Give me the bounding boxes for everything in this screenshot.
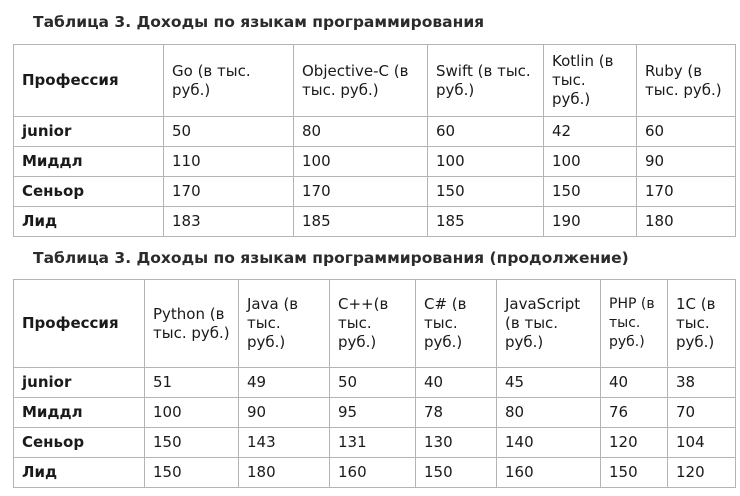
table-cell: 100 [544, 147, 637, 177]
table-cell: 38 [668, 368, 736, 398]
table-cell: 70 [668, 398, 736, 428]
table-cell: 100 [294, 147, 428, 177]
row-header-cell: Миддл [14, 147, 164, 177]
table-cell: 170 [164, 177, 294, 207]
header-cell: Python (в тыс. руб.) [145, 280, 239, 368]
row-header-cell: Миддл [14, 398, 145, 428]
table-cell: 76 [601, 398, 668, 428]
table-row [14, 428, 736, 458]
table-row [14, 398, 736, 428]
table-row [14, 147, 736, 177]
table-cell: 60 [637, 117, 736, 147]
table-cell: 183 [164, 207, 294, 237]
row-header-cell: Сеньор [14, 428, 145, 458]
table-row [14, 368, 736, 398]
table-cell: 40 [416, 368, 497, 398]
table-cell: 120 [601, 428, 668, 458]
table-row [14, 117, 736, 147]
header-cell: C# (в тыс. руб.) [416, 280, 497, 368]
table-cell: 100 [428, 147, 544, 177]
header-cell: Swift (в тыс. руб.) [428, 45, 544, 117]
table-cell: 45 [497, 368, 601, 398]
table-cell: 50 [164, 117, 294, 147]
header-cell: Java (в тыс. руб.) [239, 280, 330, 368]
row-header-cell: Лид [14, 458, 145, 488]
table-cell: 78 [416, 398, 497, 428]
table-cell: 150 [145, 458, 239, 488]
row-header-cell: Сеньор [14, 177, 164, 207]
table-cell: 150 [601, 458, 668, 488]
header-cell: Kotlin (в тыс. руб.) [544, 45, 637, 117]
table2-caption: Таблица 3. Доходы по языкам программирования (продолжение) [33, 249, 629, 267]
row-header-cell: junior [14, 117, 164, 147]
table-cell: 50 [330, 368, 416, 398]
table-cell: 185 [294, 207, 428, 237]
table-cell: 80 [497, 398, 601, 428]
table-cell: 140 [497, 428, 601, 458]
table-cell: 80 [294, 117, 428, 147]
table-cell: 131 [330, 428, 416, 458]
table-cell: 100 [145, 398, 239, 428]
header-cell: Профессия [14, 45, 164, 117]
table-cell: 150 [416, 458, 497, 488]
table-cell: 170 [294, 177, 428, 207]
header-cell: 1С (в тыс. руб.) [668, 280, 736, 368]
row-header-cell: junior [14, 368, 145, 398]
table-cell: 150 [145, 428, 239, 458]
table-cell: 143 [239, 428, 330, 458]
table-cell: 150 [428, 177, 544, 207]
header-cell: PHP (в тыс. руб.) [601, 280, 668, 368]
table-cell: 160 [330, 458, 416, 488]
header-cell: JavaScript (в тыс. руб.) [497, 280, 601, 368]
table-cell: 130 [416, 428, 497, 458]
table-cell: 160 [497, 458, 601, 488]
table-cell: 150 [544, 177, 637, 207]
table-cell: 51 [145, 368, 239, 398]
table-cell: 110 [164, 147, 294, 177]
row-header-cell: Лид [14, 207, 164, 237]
table-cell: 95 [330, 398, 416, 428]
header-cell: Objective-C (в тыс. руб.) [294, 45, 428, 117]
header-cell: Go (в тыс. руб.) [164, 45, 294, 117]
table-cell: 180 [637, 207, 736, 237]
table-cell: 90 [239, 398, 330, 428]
table-cell: 120 [668, 458, 736, 488]
table-row [14, 458, 736, 488]
table-header-row [14, 280, 736, 368]
table-cell: 49 [239, 368, 330, 398]
header-cell: C++(в тыс. руб.) [330, 280, 416, 368]
table-row [14, 207, 736, 237]
table-row [14, 177, 736, 207]
table-cell: 170 [637, 177, 736, 207]
table1-caption: Таблица 3. Доходы по языкам программирования [33, 13, 485, 31]
income-table-2 [13, 279, 736, 488]
table-header-row [14, 45, 736, 117]
income-table-1 [13, 44, 736, 237]
table-cell: 42 [544, 117, 637, 147]
table-cell: 90 [637, 147, 736, 177]
table-cell: 185 [428, 207, 544, 237]
table-cell: 190 [544, 207, 637, 237]
table-cell: 104 [668, 428, 736, 458]
table-cell: 60 [428, 117, 544, 147]
table-cell: 40 [601, 368, 668, 398]
table-cell: 180 [239, 458, 330, 488]
header-cell: Ruby (в тыс. руб.) [637, 45, 736, 117]
header-cell: Профессия [14, 280, 145, 368]
